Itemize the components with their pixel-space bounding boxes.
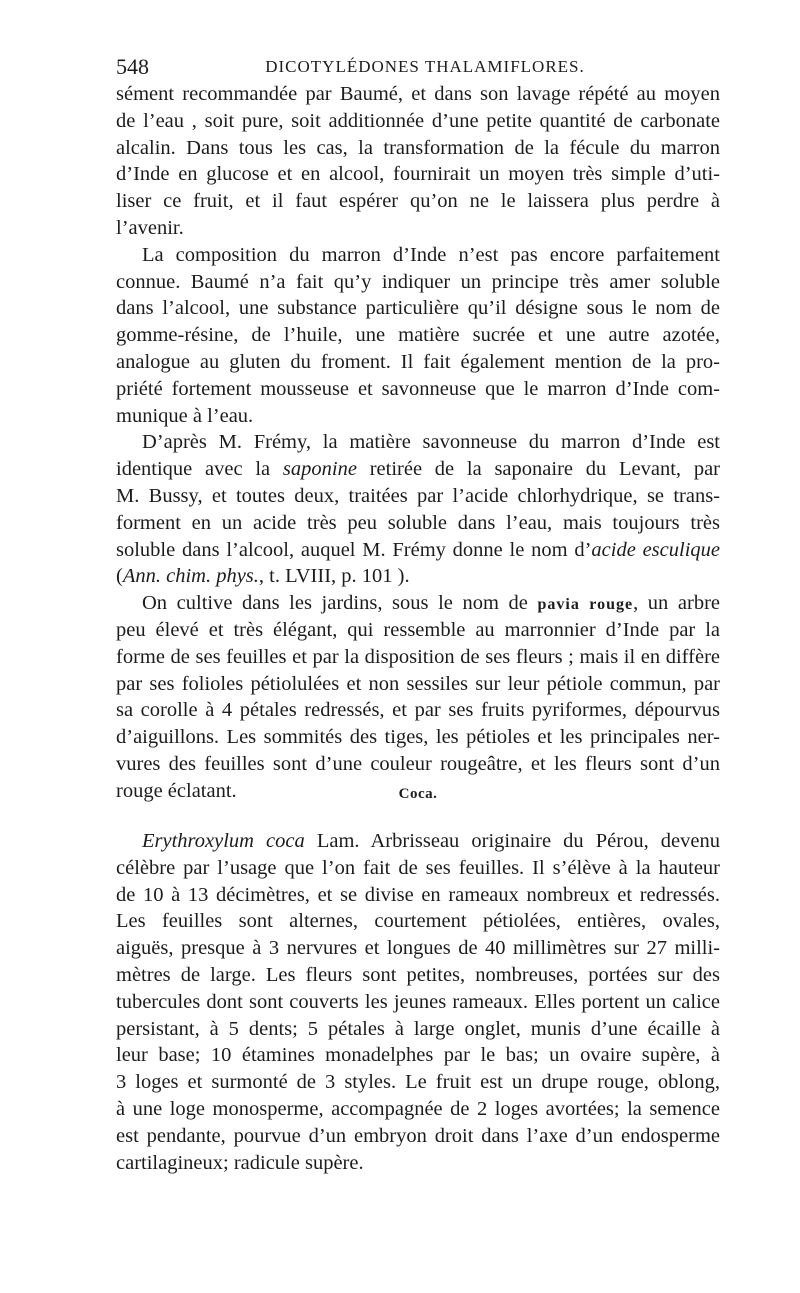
- text-run: sa corolle à 4 pétales redressés, et par ses fruits pyriformes, dépourvus: [116, 699, 720, 722]
- text-line: [116, 828, 720, 855]
- text-line: [116, 483, 720, 510]
- text-run: d’Inde en glucose et en alcool, fournirait un moyen très simple d’uti-: [116, 163, 720, 186]
- italic-text: acide esculique: [591, 538, 721, 561]
- text-run: La composition du marron d’Inde n’est pas encore parfaitement: [142, 243, 720, 266]
- text-run: de 10 à 13 décimètres, et se divise en rameaux nombreux et redressés.: [116, 883, 720, 906]
- text-line: [116, 1016, 720, 1043]
- text-run: retirée de la saponaire du Levant, par: [356, 458, 720, 481]
- text-line: [116, 644, 720, 671]
- text-line: [116, 295, 720, 322]
- text-line: [116, 1042, 720, 1069]
- text-line: [116, 135, 720, 162]
- text-run: est pendante, pourvue d’un embryon droit dans l’axe d’un endosperme: [116, 1124, 720, 1147]
- text-run: gomme-résine, de l’huile, une matière sucrée et une autre azotée,: [116, 324, 720, 347]
- text-run: Les feuilles sont alternes, courtement pétiolées, entières, ovales,: [116, 910, 720, 933]
- text-line: [116, 510, 720, 537]
- text-run: dans l’alcool, une substance particulière qu’il désigne sous le nom de: [116, 297, 720, 320]
- text-line: [116, 962, 720, 989]
- text-line: [116, 935, 720, 962]
- text-line: [116, 617, 720, 644]
- text-run: analogue au gluten du froment. Il fait également mention de la pro-: [116, 350, 720, 373]
- text-run: connue. Baumé n’a fait qu’y indiquer un principe très amer soluble: [116, 270, 720, 293]
- text-run: M. Bussy, et toutes deux, traitées par l’acide chlorhydrique, se trans-: [116, 484, 720, 507]
- text-run: rouge éclatant.: [116, 779, 237, 802]
- text-line: [116, 882, 720, 909]
- text-line: [116, 563, 720, 590]
- text-run: priété fortement mousseuse et savonneuse que le marron d’Inde com-: [116, 377, 720, 400]
- text-run: persistant, à 5 dents; 5 pétales à large onglet, munis d’une écaille à: [116, 1017, 720, 1040]
- text-line: [116, 322, 720, 349]
- text-run: à une loge monosperme, accompagnée de 2 loges avortées; la semence: [116, 1097, 720, 1120]
- text-run: d’aiguillons. Les sommités des tiges, les pétioles et les principales ner-: [116, 726, 720, 749]
- text-run: On cultive dans les jardins, sous le nom de: [142, 592, 538, 615]
- text-line: [116, 537, 720, 564]
- body-text-block-coca: [116, 828, 720, 1176]
- text-run: mètres de large. Les fleurs sont petites, nombreuses, portées sur des: [116, 963, 720, 986]
- section-title: Coca.: [398, 786, 438, 802]
- text-run: célèbre par l’usage que l’on fait de ses feuilles. Il s’élève à la hauteur: [116, 856, 720, 879]
- text-run: soluble dans l’alcool, auquel M. Frémy donne le nom d’: [116, 538, 592, 561]
- running-head: DICOTYLÉDONES THALAMIFLORES.: [265, 57, 585, 76]
- text-line: [116, 989, 720, 1016]
- text-line: [116, 403, 720, 430]
- text-line: [116, 429, 720, 456]
- text-run: par ses folioles pétiolulées et non sessiles sur leur pétiole commun, par: [116, 672, 720, 695]
- text-run: , un arbre: [633, 592, 720, 615]
- text-run: 3 loges et surmonté de 3 styles. Le fruit est un drupe rouge, oblong,: [116, 1071, 720, 1094]
- text-run: sément recommandée par Baumé, et dans son lavage répété au moyen: [116, 83, 720, 105]
- text-line: [116, 188, 720, 215]
- page-number: 548: [116, 54, 149, 79]
- text-run: identique avec la: [116, 458, 283, 481]
- small-caps-text: pavia rouge: [537, 596, 634, 614]
- text-line: [116, 671, 720, 698]
- text-run: de l’eau , soit pure, soit additionnée d’une petite quantité de carbonate: [116, 109, 720, 132]
- text-run: peu élevé et très élégant, qui ressemble au marronnier d’Inde par la: [116, 618, 720, 641]
- text-line: [116, 108, 720, 135]
- text-run: liser ce fruit, et il faut espérer qu’on ne le laissera plus perdre à: [116, 190, 720, 213]
- page-header: [116, 54, 720, 80]
- italic-text: Erythroxylum coca: [142, 830, 305, 852]
- text-run: forment en un acide très peu soluble dans l’eau, mais toujours très: [116, 511, 720, 534]
- text-line: [116, 161, 720, 188]
- text-line: [116, 908, 720, 935]
- text-run: alcalin. Dans tous les cas, la transformation de la fécule du marron: [116, 136, 720, 159]
- text-line: [116, 590, 720, 617]
- text-line: [116, 855, 720, 882]
- text-line: [116, 1069, 720, 1096]
- text-line: [116, 456, 720, 483]
- text-run: Lam. Arbrisseau originaire du Pérou, devenu: [304, 830, 720, 852]
- text-run: l’avenir.: [116, 216, 184, 239]
- text-run: forme de ses feuilles et par la disposition de ses fleurs ; mais il en diffère: [116, 645, 720, 668]
- italic-text: Ann. chim. phys.: [122, 565, 259, 588]
- text-line: [116, 1150, 720, 1177]
- text-run: leur base; 10 étamines monadelphes par le bas; un ovaire supère, à: [116, 1044, 720, 1067]
- text-line: [116, 724, 720, 751]
- text-run: aiguës, presque à 3 nervures et longues de 40 millimètres sur 27 milli-: [116, 937, 720, 960]
- text-line: [116, 1096, 720, 1123]
- text-run: cartilagineux; radicule supère.: [116, 1151, 364, 1174]
- text-run: tubercules dont sont couverts les jeunes rameaux. Elles portent un calice: [116, 990, 720, 1013]
- text-line: [116, 376, 720, 403]
- text-run: vures des feuilles sont d’une couleur rougeâtre, et les fleurs sont d’un: [116, 752, 720, 775]
- body-text-block: [116, 81, 720, 805]
- text-run: (: [116, 565, 123, 588]
- text-run: D’après M. Frémy, la matière savonneuse du marron d’Inde est: [142, 431, 720, 454]
- text-line: [116, 1123, 720, 1150]
- italic-text: saponine: [282, 458, 357, 481]
- text-line: [116, 81, 720, 108]
- text-line: [116, 349, 720, 376]
- text-line: [116, 697, 720, 724]
- text-line: [116, 215, 720, 242]
- text-line: [116, 242, 720, 269]
- text-run: munique à l’eau.: [116, 404, 254, 427]
- text-line: [116, 751, 720, 778]
- text-run: , t. LVIII, p. 101 ).: [258, 565, 410, 588]
- text-line: [116, 269, 720, 296]
